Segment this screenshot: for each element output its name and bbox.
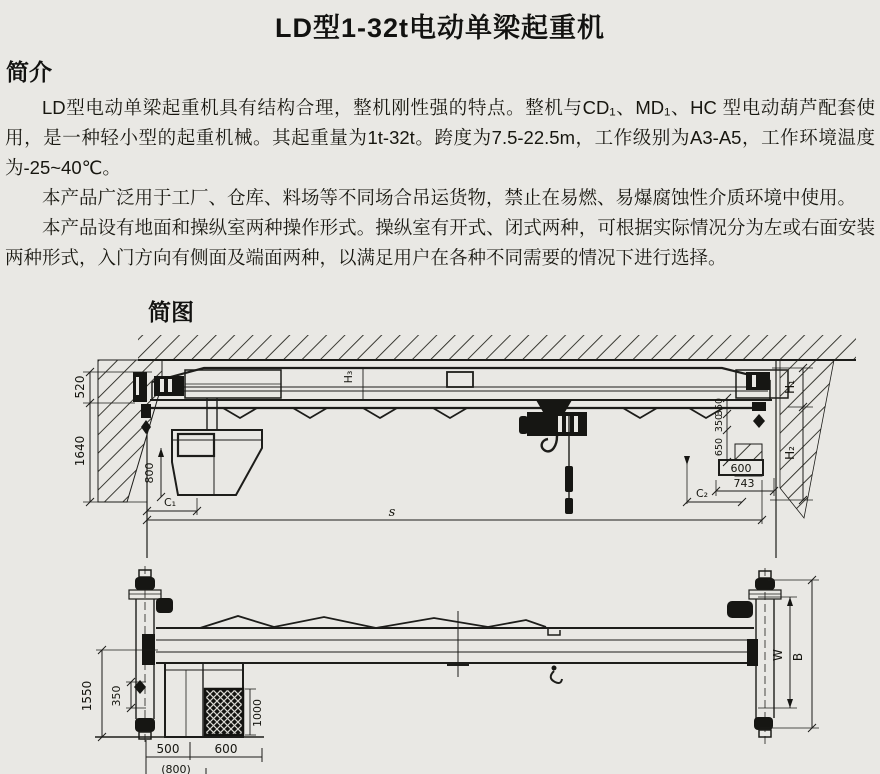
dim-b-label: B	[791, 652, 805, 662]
hook-side-icon	[552, 666, 557, 671]
dim-350b-label: 350	[714, 413, 725, 433]
page-title: LD型1-32t电动单梁起重机	[274, 13, 606, 43]
dim-w-label: W	[771, 649, 785, 661]
diagram-heading: 简图	[148, 299, 194, 325]
dim-743-label: 743	[733, 477, 755, 490]
intro-paragraph-1: LD型电动单梁起重机具有结构合理，整机刚性强的特点。整机与CD₁、MD₁、HC 型电动葫芦配套使用，是一种轻小型的起重机械。其起重量为1t-32t。跨度为7.5-22.5m，工作级别为A3-A5，工作环境温度为-25~40℃。	[5, 97, 875, 178]
dim-c1-label: C₁	[163, 496, 177, 509]
span-dimension	[143, 480, 766, 524]
dim-650-label: 650	[714, 437, 725, 457]
electric-hoist	[519, 400, 587, 514]
travel-motor-right	[727, 601, 753, 618]
dim-h2-label: H₂	[783, 446, 797, 460]
dim-1550-label: 1550	[80, 680, 94, 712]
side-girder	[156, 611, 754, 683]
dim-350-side-label: 350	[110, 685, 123, 707]
intro-paragraph-2: 本产品广泛用于工厂、仓库、料场等不同场合吊运货物，禁止在易燃、易爆腐蚀性介质环境中使用。	[42, 187, 857, 208]
intro-text	[5, 93, 875, 273]
travel-motor-left	[156, 598, 173, 613]
dim-520-label: 520	[73, 375, 87, 399]
girder-hatch-opening	[447, 372, 473, 387]
operator-cab-front	[172, 430, 262, 495]
intro-paragraph-3: 本产品设有地面和操纵室两种操作形式。操纵室有开式、闭式两种，可根据实际情况分为左或右面安装两种形式，入门方向有侧面及端面两种，以满足用户在各种不同需要的情况下进行选择。	[5, 217, 875, 268]
crane-outline-drawing	[0, 330, 880, 774]
dim-800-alt-label: (800)	[161, 763, 191, 774]
side-bottom-dimensions	[146, 740, 262, 774]
dim-h3-label: H₃	[342, 370, 355, 384]
dim-600-side-label: 600	[214, 742, 238, 756]
dim-600-box-label: 600	[730, 462, 752, 475]
dim-c2-label: C₂	[695, 487, 709, 500]
intro-heading: 简介	[6, 59, 52, 85]
operator-cab-side	[165, 663, 264, 737]
dim-350a-label: 350	[714, 397, 725, 417]
dim-span-label: s	[388, 505, 396, 520]
side-left-wheel-assembly	[129, 566, 173, 746]
hook-icon	[542, 436, 557, 451]
main-girder	[146, 368, 772, 418]
dim-1000-label: 1000	[251, 699, 264, 727]
dim-1640-label: 1640	[73, 435, 87, 467]
right-end-carriage	[719, 360, 834, 558]
ceiling-hatch	[138, 335, 856, 360]
cab-mesh-panel	[205, 689, 243, 735]
dim-h1-label: H₁	[783, 380, 797, 394]
front-view	[73, 335, 856, 558]
festoon-wire	[200, 616, 546, 628]
dim-500-label: 500	[156, 742, 180, 756]
dim-800-label: 800	[143, 462, 156, 484]
side-view	[80, 566, 819, 774]
